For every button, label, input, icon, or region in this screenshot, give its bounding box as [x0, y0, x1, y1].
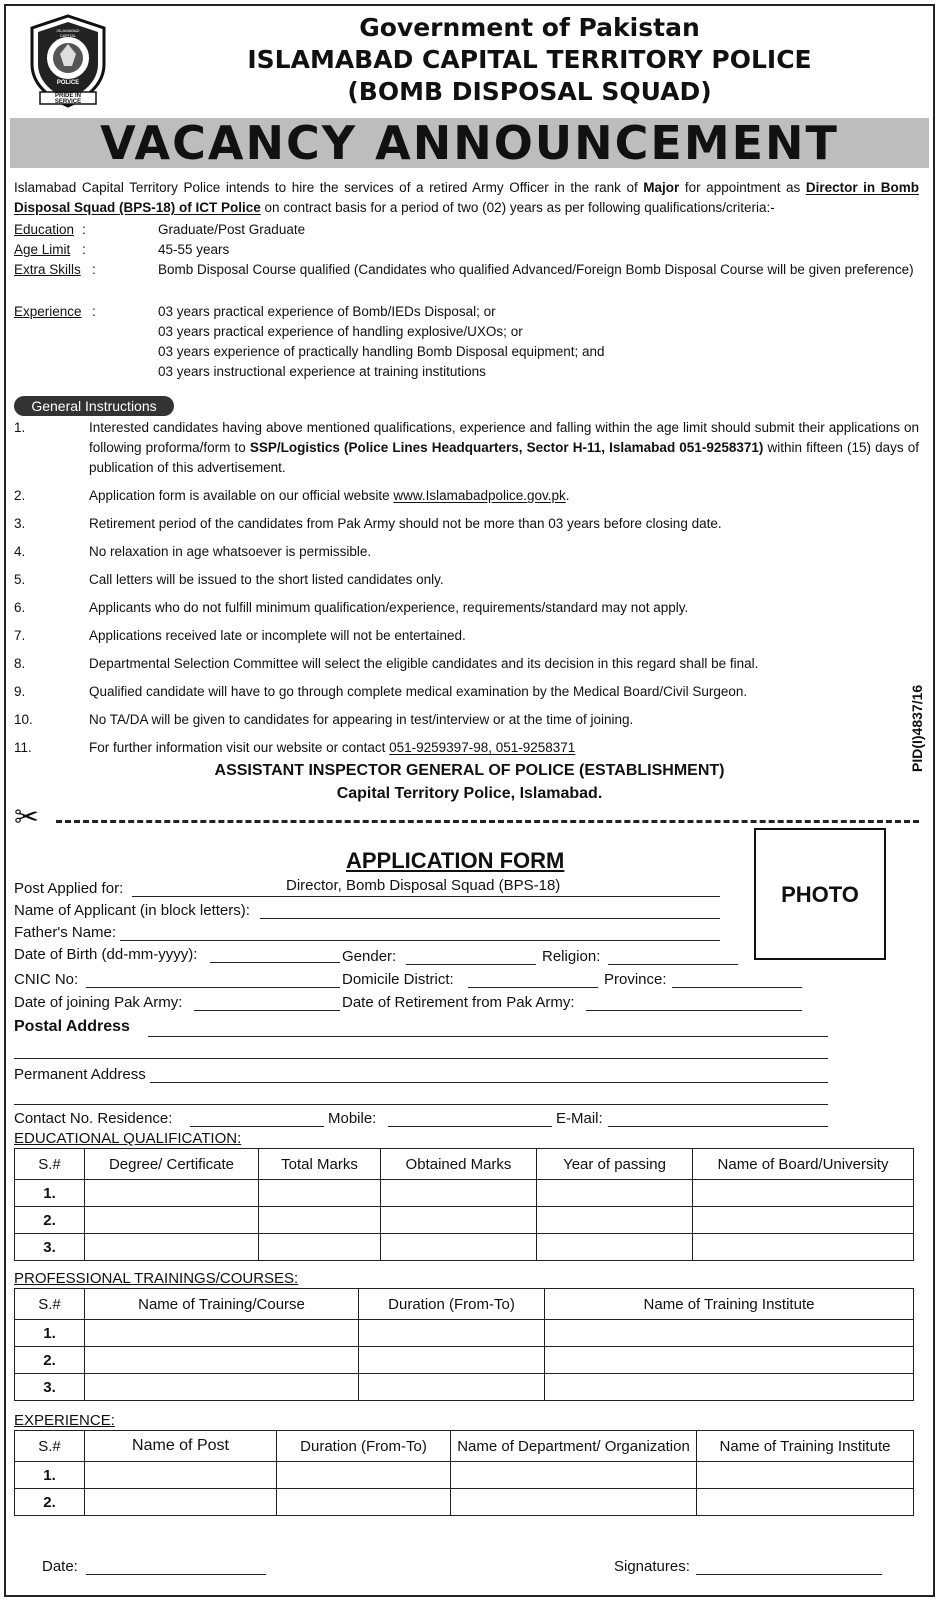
experience-line: 03 years experience of practically handling Bomb Disposal equipment; and [158, 344, 605, 359]
table-cell[interactable] [259, 1180, 381, 1207]
date-label: Date: [42, 1558, 78, 1575]
domicile-label: Domicile District: [342, 971, 454, 988]
table-cell[interactable] [381, 1207, 537, 1234]
table-header-row [15, 1149, 914, 1180]
table-cell[interactable] [693, 1207, 914, 1234]
permanent-address-field[interactable] [150, 1082, 828, 1083]
province-label: Province: [604, 971, 667, 988]
applicant-name-label: Name of Applicant (in block letters): [14, 902, 250, 919]
col-header: Name of Training Institute [545, 1289, 914, 1320]
join-date-label: Date of joining Pak Army: [14, 994, 183, 1011]
table-cell[interactable] [545, 1347, 914, 1374]
row-number: 2. [15, 1489, 85, 1516]
exp-section-title: EXPERIENCE: [14, 1412, 115, 1429]
permanent-address-field-2[interactable] [14, 1104, 828, 1105]
postal-address-field-2[interactable] [14, 1058, 828, 1059]
instruction-text: No TA/DA will be given to candidates for appearing in test/interview or at the time of joining. [89, 712, 634, 727]
intro-paragraph [14, 178, 919, 218]
experience-line: 03 years practical experience of Bomb/IEDs Disposal; or [158, 304, 496, 319]
col-header: Name of Department/ Organization [451, 1431, 697, 1462]
dob-field[interactable] [210, 962, 340, 963]
instruction-text: Call letters will be issued to the short listed candidates only. [89, 572, 444, 587]
intro-text-e: on contract basis for a period of two (02) years as per following qualifications/criteria:- [260, 200, 775, 215]
contact-field[interactable] [190, 1126, 324, 1127]
table-row [15, 1489, 914, 1516]
instruction-number: 8. [14, 656, 26, 671]
row-number: 3. [15, 1234, 85, 1261]
domicile-field[interactable] [468, 987, 598, 988]
instruction-text: Departmental Selection Committee will select the eligible candidates and its decision in this regard shall be final. [89, 656, 759, 671]
instruction-number: 2. [14, 488, 26, 503]
logo-text-top: ISLAMABAD CAPITAL TERRITORY [56, 28, 80, 43]
instruction-item [14, 570, 919, 590]
row-number: 1. [15, 1320, 85, 1347]
signoff-location: Capital Territory Police, Islamabad. [336, 785, 603, 802]
instruction-number: 7. [14, 628, 26, 643]
pid-code [905, 654, 929, 774]
instruction-number: 4. [14, 544, 26, 559]
general-instructions-badge: General Instructions [14, 396, 174, 416]
criteria-label: Education [14, 222, 75, 237]
criteria-value: 45-55 years [158, 242, 230, 257]
table-cell[interactable] [259, 1207, 381, 1234]
row-number: 2. [15, 1347, 85, 1374]
signatures-field[interactable] [696, 1574, 882, 1575]
instruction-item [14, 626, 919, 646]
table-cell[interactable] [545, 1320, 914, 1347]
website-link[interactable]: www.Islamabadpolice.gov.pk [393, 488, 566, 503]
dashed-divider [56, 820, 919, 823]
table-cell[interactable] [545, 1374, 914, 1401]
table-cell[interactable] [693, 1234, 914, 1261]
table-cell[interactable] [85, 1374, 359, 1401]
table-cell[interactable] [537, 1207, 693, 1234]
table-cell[interactable] [277, 1462, 451, 1489]
instruction-text: Retirement period of the candidates from Pak Army should not be more than 03 years before closing date. [89, 516, 722, 531]
instruction-number: 11. [14, 740, 32, 755]
email-label: E-Mail: [556, 1110, 603, 1127]
table-cell[interactable] [85, 1347, 359, 1374]
postal-address-label: Postal Address [14, 1018, 130, 1035]
criteria-skills: Extra Skills : Bomb Disposal Course qualified (Candidates who qualified Advanced/Foreign Bomb Disposal Course will be given preference) [14, 260, 919, 280]
criteria-experience: Experience : 03 years practical experience of Bomb/IEDs Disposal; or 03 years practical experience of handling explosive/UXOs; or 03 years experience of practically handling Bomb Disposal equipment; and 03 years instructional experience at training institutions [14, 302, 919, 382]
table-cell[interactable] [381, 1180, 537, 1207]
table-cell[interactable] [697, 1489, 914, 1516]
intro-rank: Major [643, 180, 680, 195]
table-cell[interactable] [381, 1234, 537, 1261]
table-cell[interactable] [537, 1234, 693, 1261]
col-header: Name of Training Institute [697, 1431, 914, 1462]
experience-line: 03 years practical experience of handling explosive/UXOs; or [158, 324, 523, 339]
criteria-value: Bomb Disposal Course qualified (Candidates who qualified Advanced/Foreign Bomb Disposal Course will be given preference) [158, 262, 914, 277]
instruction-item [14, 418, 919, 478]
col-header: Name of Board/University [693, 1149, 914, 1180]
heading-police: ISLAMABAD CAPITAL TERRITORY POLICE [247, 45, 812, 74]
date-field[interactable] [86, 1574, 266, 1575]
gender-field[interactable] [406, 964, 536, 965]
col-header: S.# [15, 1431, 85, 1462]
photo-box[interactable]: PHOTO [754, 828, 886, 960]
logo-ribbon-text: PRIDE IN SERVICE [54, 93, 82, 105]
applicant-name-field[interactable] [260, 918, 720, 919]
mobile-field[interactable] [388, 1126, 552, 1127]
table-row [15, 1462, 914, 1489]
instruction-item [14, 682, 889, 702]
table-header-row [15, 1431, 914, 1462]
dob-label: Date of Birth (dd-mm-yyyy): [14, 946, 198, 963]
retire-date-field[interactable] [586, 1010, 802, 1011]
criteria-age: Age Limit : 45-55 years [14, 240, 919, 260]
gender-label: Gender: [342, 948, 397, 965]
instruction-item [14, 738, 889, 758]
criteria-label: Age Limit [14, 242, 71, 257]
instruction-number: 3. [14, 516, 26, 531]
table-cell[interactable] [85, 1320, 359, 1347]
col-header: Degree/ Certificate [85, 1149, 259, 1180]
instruction-item [14, 654, 889, 674]
email-field[interactable] [608, 1126, 828, 1127]
religion-label: Religion: [542, 948, 601, 965]
signatures-label: Signatures: [614, 1558, 690, 1575]
father-name-label: Father's Name: [14, 924, 117, 941]
vacancy-advertisement [4, 4, 935, 1597]
table-cell[interactable] [359, 1374, 545, 1401]
col-header: Duration (From-To) [359, 1289, 545, 1320]
criteria-value: Graduate/Post Graduate [158, 222, 306, 237]
education-table [14, 1148, 914, 1261]
instruction-item [14, 486, 919, 506]
retire-date-label: Date of Retirement from Pak Army: [342, 994, 575, 1011]
table-row [15, 1234, 914, 1261]
table-cell[interactable] [85, 1207, 259, 1234]
row-number: 1. [15, 1462, 85, 1489]
table-cell[interactable] [85, 1180, 259, 1207]
instruction-text: within fifteen (15) days of publication of this advertisement. [89, 440, 919, 475]
table-row [15, 1347, 914, 1374]
mobile-label: Mobile: [328, 1110, 377, 1127]
experience-table [14, 1430, 914, 1516]
instruction-address: SSP/Logistics (Police Lines Headquarters, Sector H-11, Islamabad 051-9258371) [249, 440, 764, 455]
scissors-icon: ✂ [14, 801, 40, 834]
instruction-text: No relaxation in age whatsoever is permissible. [89, 544, 372, 559]
table-cell[interactable] [697, 1462, 914, 1489]
col-header: Total Marks [259, 1149, 381, 1180]
col-header: Name of Post [85, 1431, 277, 1462]
instruction-number: 5. [14, 572, 26, 587]
instruction-number: 10. [14, 712, 33, 727]
instruction-text: Interested candidates having above mentioned qualifications, experience and falling within the age limit should submit their applications on following proforma/form to [89, 420, 919, 455]
province-field[interactable] [672, 987, 802, 988]
contact-numbers: 051-9259397-98, 051-9258371 [389, 740, 576, 755]
col-header: S.# [15, 1289, 85, 1320]
pid-text: PID(I)4837/16 [909, 684, 925, 772]
instruction-item [14, 542, 919, 562]
instruction-item [14, 514, 919, 534]
criteria-label: Experience [14, 304, 82, 319]
join-date-field[interactable] [194, 1010, 340, 1011]
instruction-item [14, 598, 919, 618]
table-cell[interactable] [85, 1234, 259, 1261]
intro-post: Director in Bomb Disposal Squad (BPS-18) of ICT Police [14, 180, 919, 215]
table-cell[interactable] [277, 1489, 451, 1516]
criteria-label: Extra Skills [14, 262, 81, 277]
row-number: 1. [15, 1180, 85, 1207]
row-number: 2. [15, 1207, 85, 1234]
instruction-item [14, 710, 889, 730]
intro-text-a: Islamabad Capital Territory Police intends to hire the services of a retired Army Officer in the rank of [14, 180, 644, 195]
banner-title: VACANCY ANNOUNCEMENT [100, 116, 839, 170]
table-header-row [15, 1289, 914, 1320]
table-cell[interactable] [259, 1234, 381, 1261]
heading-government: Government of Pakistan [359, 13, 700, 42]
criteria-education: Education : Graduate/Post Graduate [14, 220, 919, 240]
table-cell[interactable] [359, 1347, 545, 1374]
contact-label: Contact No. Residence: [14, 1110, 173, 1127]
table-row [15, 1207, 914, 1234]
instruction-text: Application form is available on our official website [89, 488, 394, 503]
instruction-number: 6. [14, 600, 26, 615]
father-name-field[interactable] [120, 940, 720, 941]
train-section-title: PROFESSIONAL TRAININGS/COURSES: [14, 1270, 299, 1287]
cnic-field[interactable] [86, 987, 340, 988]
col-header: S.# [15, 1149, 85, 1180]
logo-text-mid: POLICE [56, 80, 80, 86]
religion-field[interactable] [608, 964, 738, 965]
table-cell[interactable] [693, 1180, 914, 1207]
row-number: 3. [15, 1374, 85, 1401]
table-row [15, 1320, 914, 1347]
experience-line: 03 years instructional experience at training institutions [158, 364, 486, 379]
signoff-office: ASSISTANT INSPECTOR GENERAL OF POLICE (ESTABLISHMENT) [214, 762, 725, 779]
heading-squad: (BOMB DISPOSAL SQUAD) [347, 77, 712, 106]
page-heading [6, 12, 933, 108]
table-cell[interactable] [537, 1180, 693, 1207]
postal-address-field[interactable] [148, 1036, 828, 1037]
form-title: APPLICATION FORM [346, 848, 565, 873]
instruction-text: Qualified candidate will have to go through complete medical examination by the Medical Board/Civil Surgeon. [89, 684, 748, 699]
table-cell[interactable] [451, 1462, 697, 1489]
instruction-text: Applicants who do not fulfill minimum qualification/experience, requirements/standard may not apply. [89, 600, 689, 615]
intro-text-c: for appointment as [679, 180, 806, 195]
post-applied-label: Post Applied for: [14, 880, 124, 897]
col-header: Name of Training/Course [85, 1289, 359, 1320]
cnic-label: CNIC No: [14, 971, 79, 988]
instruction-text: . [565, 488, 570, 503]
training-table [14, 1288, 914, 1401]
post-applied-value: Director, Bomb Disposal Squad (BPS-18) [286, 877, 561, 894]
instruction-text: For further information visit our website or contact [89, 740, 390, 755]
post-applied-field[interactable] [132, 896, 720, 897]
col-header: Obtained Marks [381, 1149, 537, 1180]
col-header: Year of passing [537, 1149, 693, 1180]
permanent-address-label: Permanent Address [14, 1066, 146, 1083]
table-row [15, 1180, 914, 1207]
table-cell[interactable] [359, 1320, 545, 1347]
instruction-text: Applications received late or incomplete will not be entertained. [89, 628, 466, 643]
edu-section-title: EDUCATIONAL QUALIFICATION: [14, 1130, 242, 1147]
instruction-number: 9. [14, 684, 26, 699]
table-cell[interactable] [85, 1462, 277, 1489]
col-header: Duration (From-To) [277, 1431, 451, 1462]
table-row [15, 1374, 914, 1401]
table-cell[interactable] [451, 1489, 697, 1516]
table-cell[interactable] [85, 1489, 277, 1516]
instruction-number: 1. [14, 420, 26, 435]
vacancy-banner [10, 118, 929, 168]
